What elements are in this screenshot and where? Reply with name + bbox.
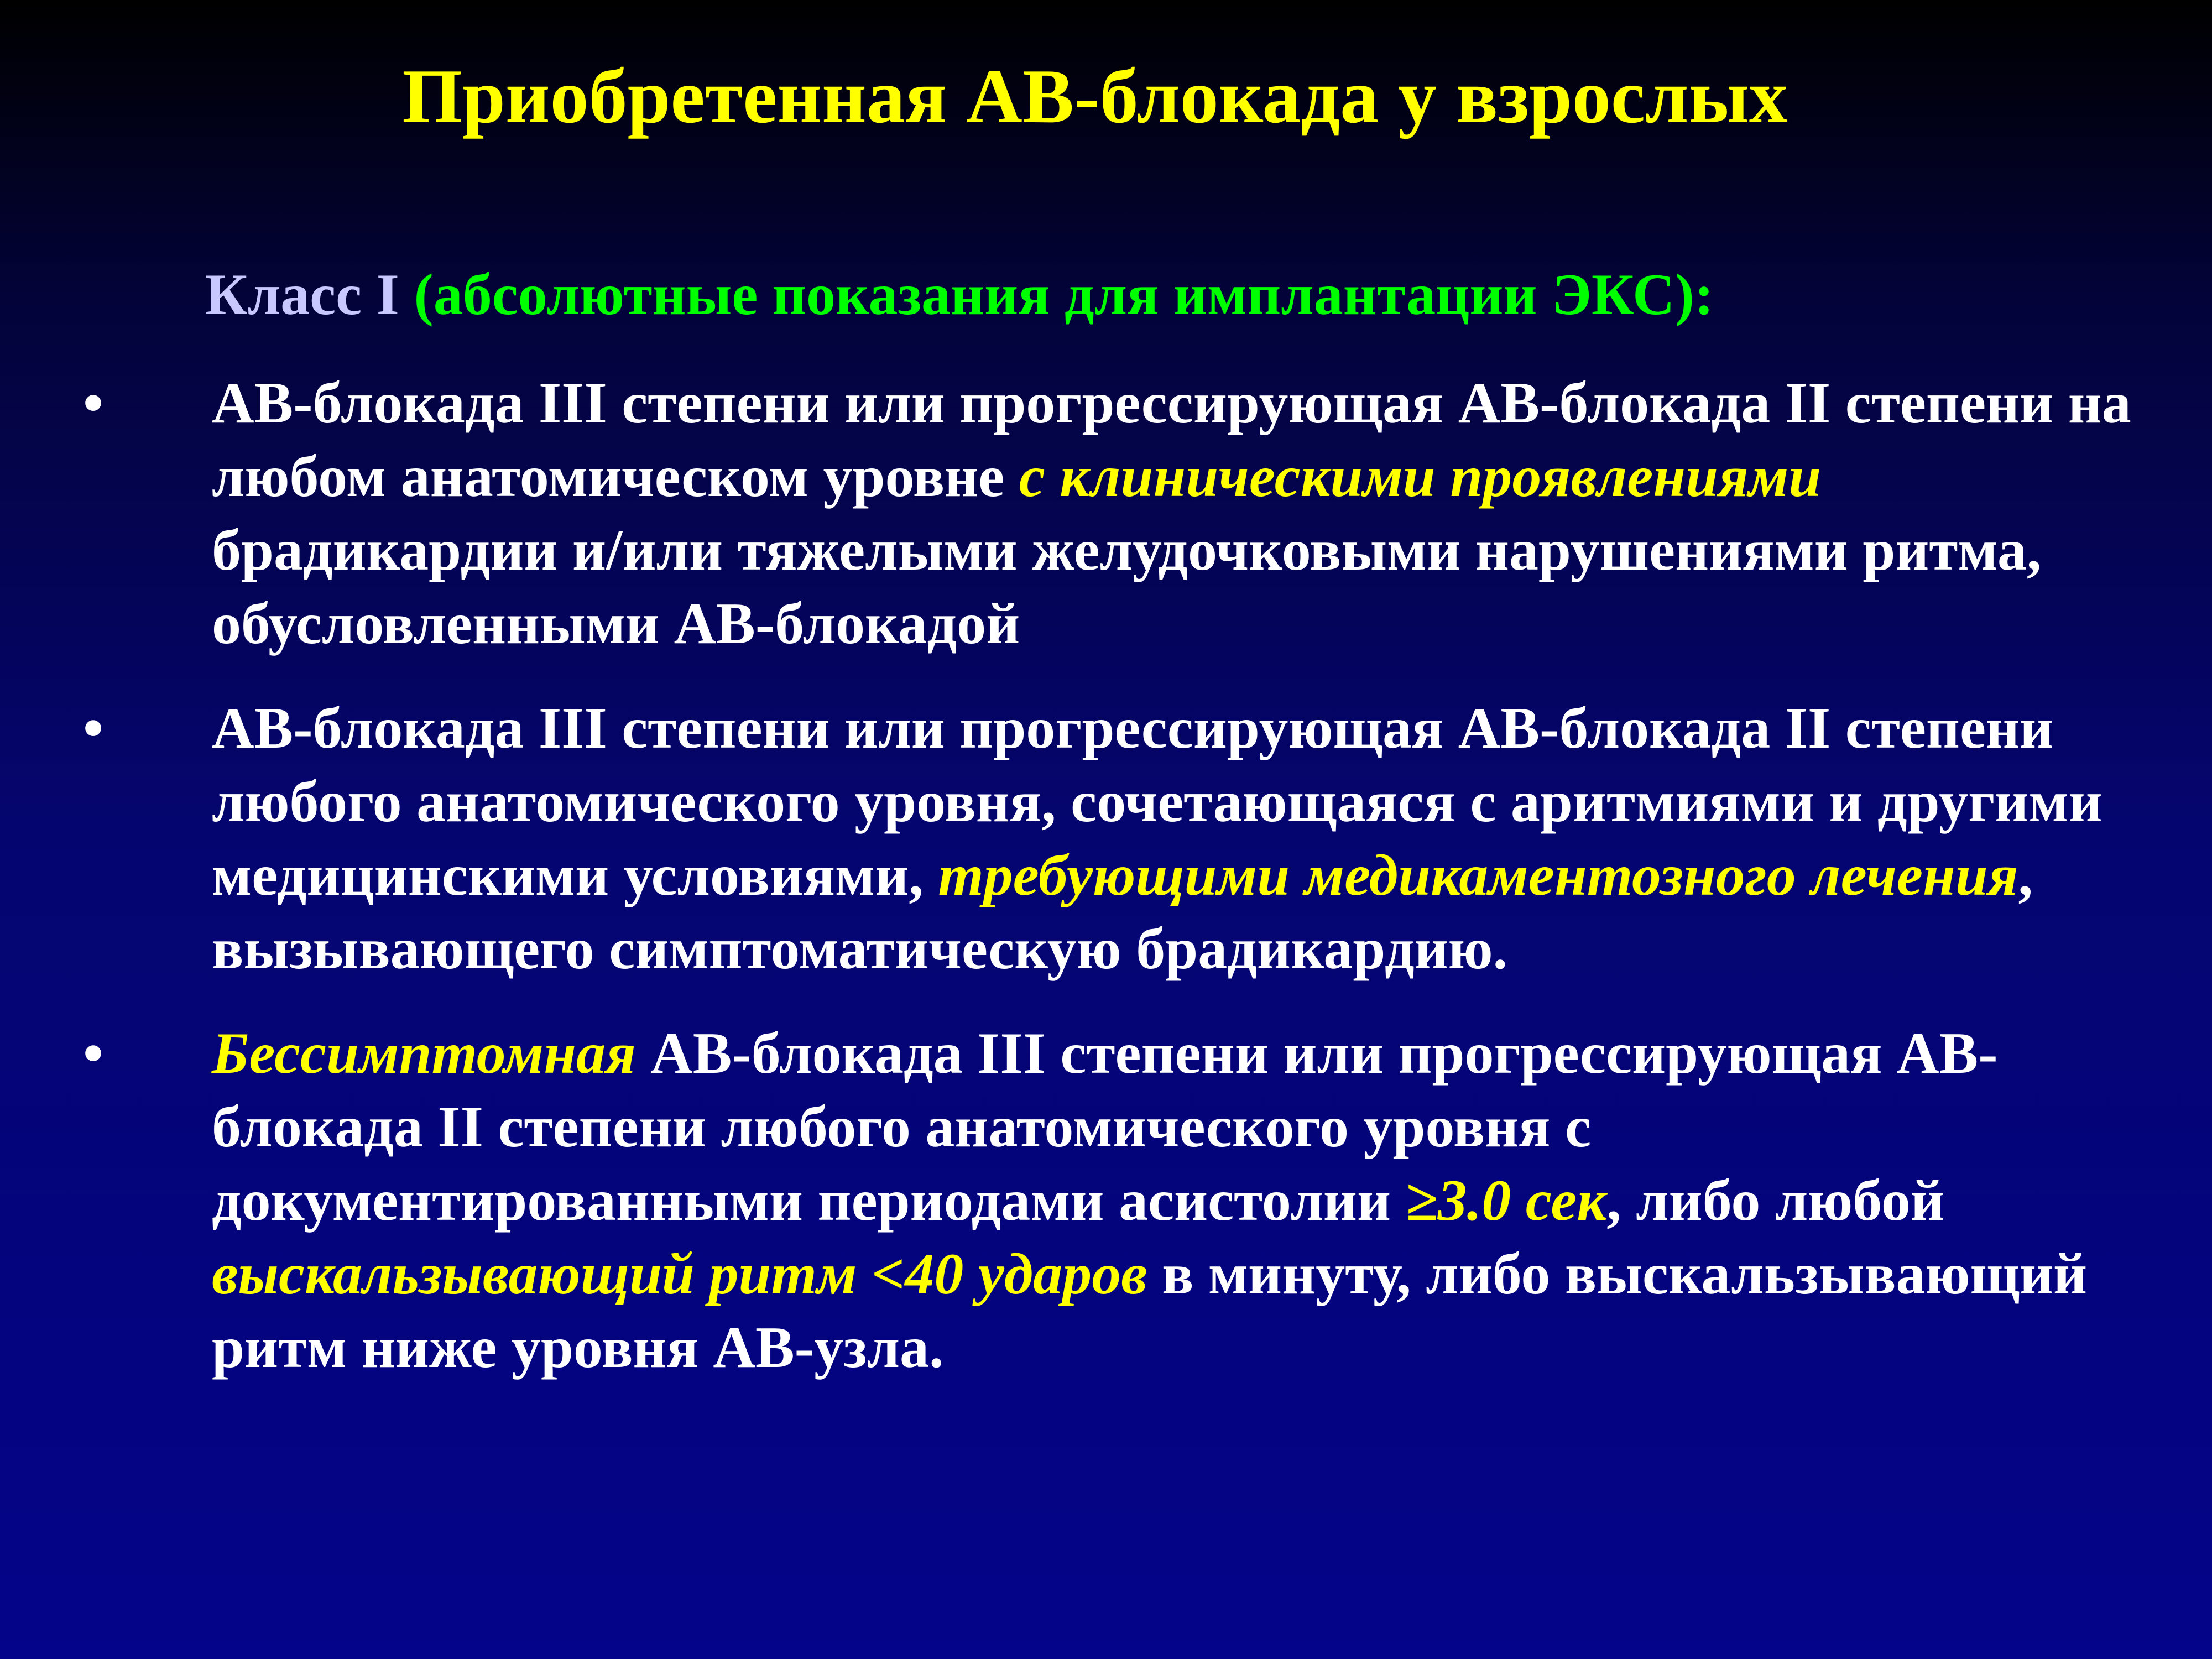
bullet-text: брадикардии и/или тяжелыми желудочковыми нарушениями ритма, обусловленными АВ-блокадой — [212, 518, 2042, 656]
bullet-text: АВ-блокада III степени или прогрессирующая АВ-блокада II степени любого анатомического уровня с документированными периодами асистолии — [212, 1021, 1998, 1233]
bullet-emphasis: выскальзывающий ритм <40 ударов — [212, 1241, 1147, 1306]
bullet-item-1 — [0, 366, 2157, 660]
bullet-text: в минуту, либо выскальзывающий ритм ниже уровня АВ-узла. — [212, 1241, 2088, 1380]
bullet-icon: • — [83, 371, 104, 435]
bullet-text: , либо любой — [1606, 1168, 1944, 1233]
bullet-text: АВ-блокада III степени или прогрессирующая АВ-блокада II степени на любом анатомическом уровне — [212, 371, 2131, 509]
bullet-emphasis: требующими медикаментозного лечения — [938, 843, 2018, 907]
slide-title: Приобретенная АВ-блокада у взрослых — [402, 54, 1788, 139]
bullet-icon: • — [83, 696, 104, 760]
bullet-list — [0, 366, 2212, 1415]
bullet-emphasis: ≥3.0 сек — [1405, 1168, 1607, 1233]
bullet-emphasis: Бессимптомная — [212, 1021, 636, 1086]
bullet-emphasis: с клиническими проявлениями — [1019, 444, 1822, 509]
class-heading — [0, 259, 1919, 331]
bullet-text: , вызывающего симптоматическую брадикардию. — [212, 843, 2033, 981]
class-label: Класс I — [205, 262, 414, 327]
bullet-item-2 — [0, 691, 2157, 985]
class-description: (абсолютные показания для имплантации ЭКС): — [414, 262, 1714, 327]
bullet-text: АВ-блокада III степени или прогрессирующая АВ-блокада II степени любого анатомического уровня, сочетающаяся с аритмиями и другими медицинскими условиями, — [212, 696, 2103, 907]
bullet-icon: • — [83, 1021, 104, 1086]
bullet-item-3 — [0, 1016, 2157, 1384]
